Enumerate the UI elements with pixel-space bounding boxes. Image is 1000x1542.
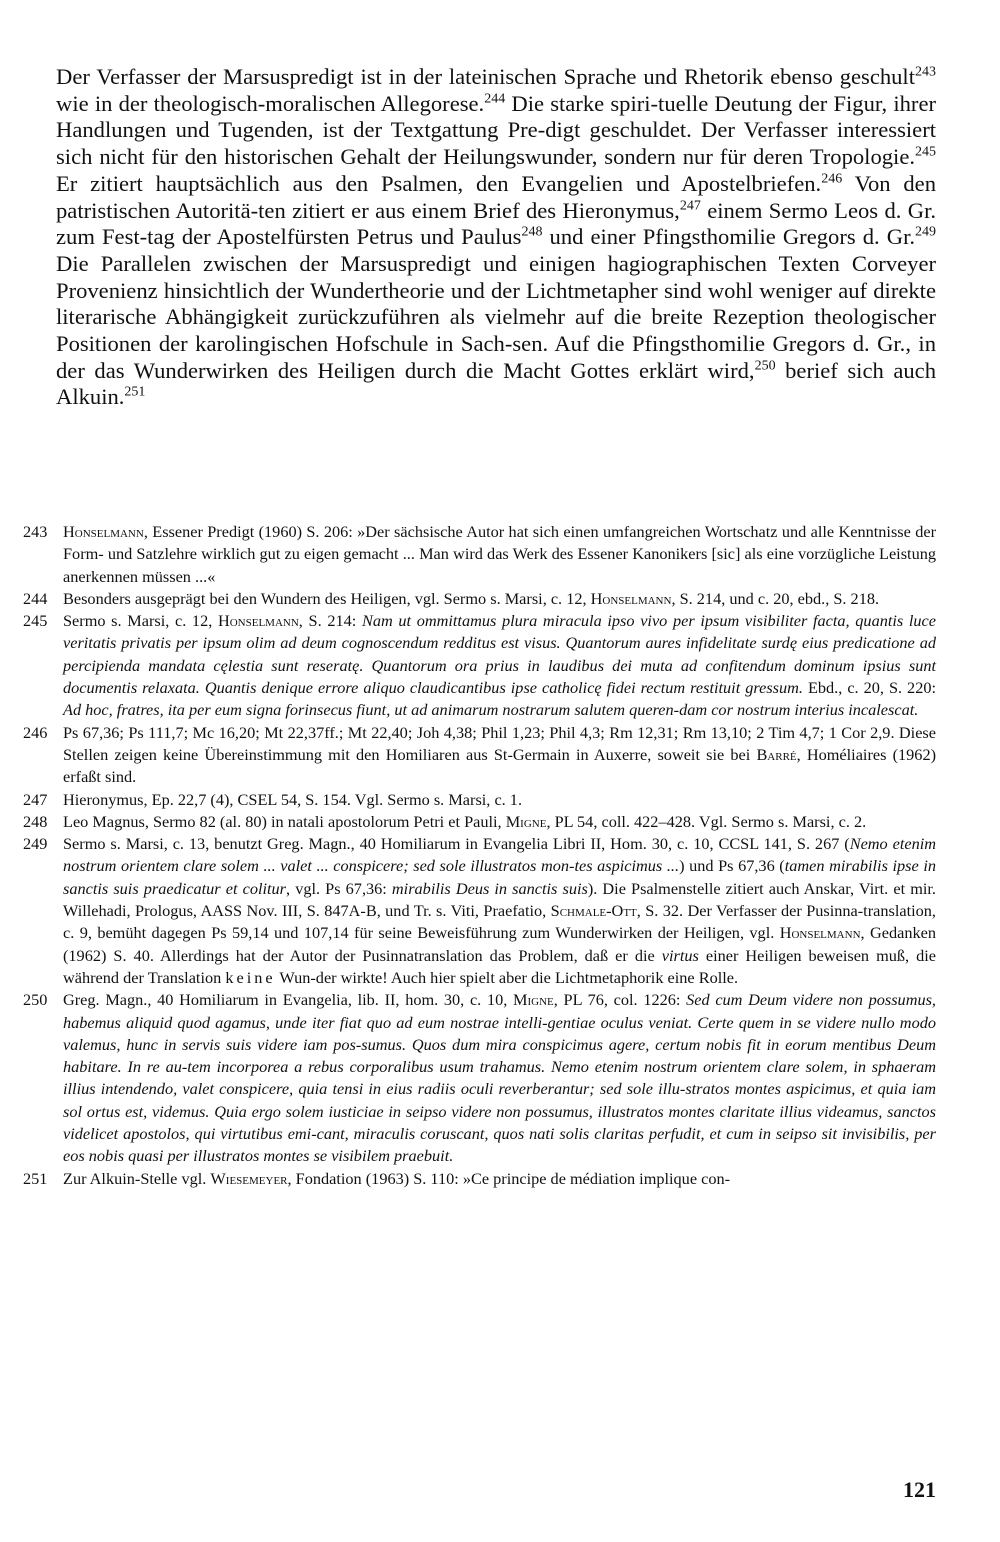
footnote-ref-249[interactable]: 249 [915,224,936,240]
footnote-ref-248[interactable]: 248 [521,224,543,240]
footnote-ref-250[interactable]: 250 [754,358,776,374]
footnote-249 [23,833,936,989]
footnote-246 [23,722,936,789]
text-run: berief sich auch Alkuin. [56,357,936,410]
footnote-ref-247[interactable]: 247 [679,197,701,213]
footnote-251 [23,1168,936,1190]
text-run: und einer Pfingsthomilie Gregors d. Gr. [542,224,915,250]
footnote-text [63,811,936,833]
text-run: Der Verfasser der Marsuspredigt ist in der lateinischen Sprache und Rhetorik ebenso geschult [56,64,915,89]
footnote-text [63,588,936,610]
footnote-text [63,722,936,789]
author-name: Schmale-Ott [550,901,637,921]
text-run: , Fondation (1963) S. 110: »Ce principe de médiation implique con- [287,1168,731,1188]
footnote-number: 249 [23,834,48,854]
footnotes-section [23,521,936,1190]
main-text-block [56,64,936,411]
footnote-text [63,610,936,721]
text-run: , vgl. Ps 67,36: [286,878,392,898]
author-name: Migne [513,990,554,1010]
text-run: , Gedanken (1962) S. 40. Allerdings hat der Autor der Pusinnatranslation das Problem, daß er die [63,923,937,965]
footnote-ref-245[interactable]: 245 [915,144,936,160]
text-run: , Essener Predigt (1960) S. 206: »Der sächsische Autor hat sich einen umfangreichen Wortschatz und alle Kenntnisse der Form- und Satzlehre wirklich gut zu eigen gemacht ... Man wird das Werk des Essener Kanonikers [sic] als eine vorzügliche Leistung anerkennen müssen ...« [63,522,936,586]
footnote-text [63,989,936,1167]
author-name: Honselmann [779,923,861,943]
author-name: Wiesemeyer [210,1168,288,1188]
footnote-number: 243 [23,522,48,541]
text-run: , S. 32. Der Verfasser der Pusinna-translation, c. 9, bemüht dagegen Ps 59,14 und 107,14 für seine Beweisführung zum Wunderwirken der Heiligen, vgl. [63,901,936,943]
text-run: ). Die Psalmenstelle zitiert auch Anskar, Virt. et mir. Willehadi, Prologus, AASS Nov. III, S. 847A-B, und Tr. s. Viti, Praefatio, [63,878,936,921]
text-run: Die Parallelen zwischen der Marsuspredigt und einigen hagiographischen Texten Corveyer Provenienz hinsichtlich der Wundertheorie und der Lichtmetapher sind wohl weniger auf direkte literarische Abhängigkeit zurückzuführen als vielmehr auf die breite Rezeption theologischer Positionen der karolingischen Hofschule in Sach-sen. Auf die Pfingsthomilie Gregors d. Gr., in der das Wunderwirken des Heiligen durch die Macht Gottes erklärt wird, [56,250,936,383]
footnote-244 [23,588,936,610]
footnote-number: 245 [23,611,48,631]
latin-quotation: mirabilis Deus in sanctis suis [391,878,588,898]
footnote-247 [23,789,936,811]
text-run: wie in der theologisch-moralischen Allegorese. [56,90,485,116]
text-run: Sermo s. Marsi, c. 13, benutzt Greg. Magn., 40 Homiliarum in Evangelia Libri II, Hom. 30, c. 10, CCSL 141, S. 267 ( [63,834,850,854]
footnote-text [63,833,936,989]
latin-quotation: tamen mirabilis ipse in sanctis suis praedicatur et colitur [63,856,936,898]
footnote-248 [23,811,936,833]
text-run: , PL 76, col. 1226: [553,990,687,1010]
footnote-ref-251[interactable]: 251 [124,384,146,400]
footnote-ref-243[interactable]: 243 [915,64,936,80]
text-run: , Homéliaires (1962) erfaßt sind. [63,744,937,787]
footnote-ref-246[interactable]: 246 [821,171,843,187]
author-name: Migne [505,811,547,831]
footnote-text [63,1168,936,1190]
text-run: Wun-der wirkte! Auch hier spielt aber die Lichtmetaphorik eine Rolle. [275,967,739,987]
text-run: einer Heiligen beweisen muß, die während der Translation [63,945,936,987]
text-run: ) und Ps 67,36 ( [679,856,785,876]
latin-quotation: Nemo etenim nostrum orientem clare solem ... valet ... conspicere; sed sole illustratos mon-tes aspicimus ... [63,834,936,876]
author-name: Barré [756,744,797,764]
text-run: Besonders ausgeprägt bei den Wundern des Heiligen, vgl. Sermo s. Marsi, c. 12, [63,588,591,608]
author-name: Honselmann [590,588,672,608]
text-run: Ebd., c. 20, S. 220: [802,678,937,698]
footnote-245 [23,610,936,721]
footnote-number: 247 [23,789,48,809]
text-run: Die starke spiri-tuelle Deutung der Figur, ihrer Handlungen und Tugenden, ist der Textgattung Pre-digt geschuldet. Der Verfasser interessiert sich nicht für den historischen Gehalt der Heilungswunder, sondern nur für deren Tropologie. [56,90,937,170]
text-run: , S. 214, und c. 20, ebd., S. 218. [671,588,880,608]
text-run: Zur Alkuin-Stelle vgl. [63,1168,211,1188]
text-run: Er zitiert hauptsächlich aus den Psalmen, den Evangelien und Apostelbriefen. [56,170,822,196]
footnote-number: 244 [23,588,48,608]
text-run: Hieronymus, Ep. 22,7 (4), CSEL 54, S. 154. Vgl. Sermo s. Marsi, c. 1. [63,789,523,809]
footnote-number: 250 [23,990,48,1010]
footnote-text [63,789,936,811]
footnote-250 [23,989,936,1167]
latin-quotation: Nam ut ommittamus plura miracula ipso vivo per ipsum visibiliter facta, quantis luce veritatis privatis per ipsum olim ad deum cognoscendum redditus est visus. Quantorum aures infidelitate surdę eius predicatione ad percipienda mandata cęlestia sunt reseratę. Quantorum ora prius in laudibus dei muta ad confitendum dominum ipsius sunt documentis relaxata. Quantis denique errore aliquo claudicantibus ipse catholicę fidei rectum restituit gressum. [63,611,937,698]
text-run: , S. 214: [298,611,362,631]
footnote-243 [23,521,936,588]
text-run: Greg. Magn., 40 Homiliarum in Evangelia, lib. II, hom. 30, c. 10, [63,990,513,1010]
latin-term: virtus [661,945,699,965]
text-run: Leo Magnus, Sermo 82 (al. 80) in natali apostolorum Petri et Pauli, [63,811,506,831]
footnote-number: 246 [23,722,48,742]
text-run: Ps 67,36; Ps 111,7; Mc 16,20; Mt 22,37ff.; Mt 22,40; Joh 4,38; Phil 1,23; Phil 4,3; Rm 12,31; Rm 13,10; 2 Tim 4,7; 1 Cor 2,9. Diese Stellen zeigen keine Übereinstimmung mit den Homiliaren aus St-Germain in Auxerre, soweit sie bei [63,722,936,764]
footnote-text [63,521,936,588]
latin-quotation: Sed cum Deum videre non possumus, habemus aliquid quod agamus, unde iter fiat quo ad eum nostrae intelli-gentiae oculus veniat. Certe quem in se videre nullo modo valemus, hunc in servis suis videre iam pos-sumus. Quos dum mira conspicimus agere, certum nobis fit in eorum mentibus Deum habitare. In re au-tem incorporea a rebus corporalibus usum trahamus. Nemo etenim nostrum orientem clare solem, in sphaeram illius intendendo, valet conspicere, quia tensi in eius radiis oculi reverberantur; sed sole illu-stratos montes aspicimus, et quia iam sol ortus est, videmus. Quia ergo solem iusticiae in seipso videre non possumus, illustratos montes claritate illius videamus, sanctos videlicet apostolos, qui virtutibus emi-cant, miraculis coruscant, quos nati solis claritas perfudit, et cum in seipso sit invisibilis, per eos nobis quasi per illustratos montes se visibilem praebuit. [63,990,937,1166]
footnote-number: 248 [23,811,48,831]
main-paragraph [56,64,936,411]
text-run: einem Sermo Leos d. Gr. zum Fest-tag der Apostelfürsten Petrus und Paulus [56,197,936,250]
emphasized-word: keine [225,967,276,987]
author-name: Honselmann [63,522,144,541]
author-name: Honselmann [217,611,299,631]
latin-quotation: Ad hoc, fratres, ita per eum signa forinsecus fiunt, ut ad animarum nostrarum salutem queren-dam cor nostrum interius incalescat. [63,700,919,720]
footnote-ref-244[interactable]: 244 [484,91,506,107]
text-run: Sermo s. Marsi, c. 12, [63,611,218,631]
footnote-number: 251 [23,1168,48,1188]
text-run: , PL 54, coll. 422–428. Vgl. Sermo s. Marsi, c. 2. [546,811,867,831]
text-run: Von den patristischen Autoritä-ten zitiert er aus einem Brief des Hieronymus, [56,170,936,223]
page-number: 121 [903,1477,936,1502]
